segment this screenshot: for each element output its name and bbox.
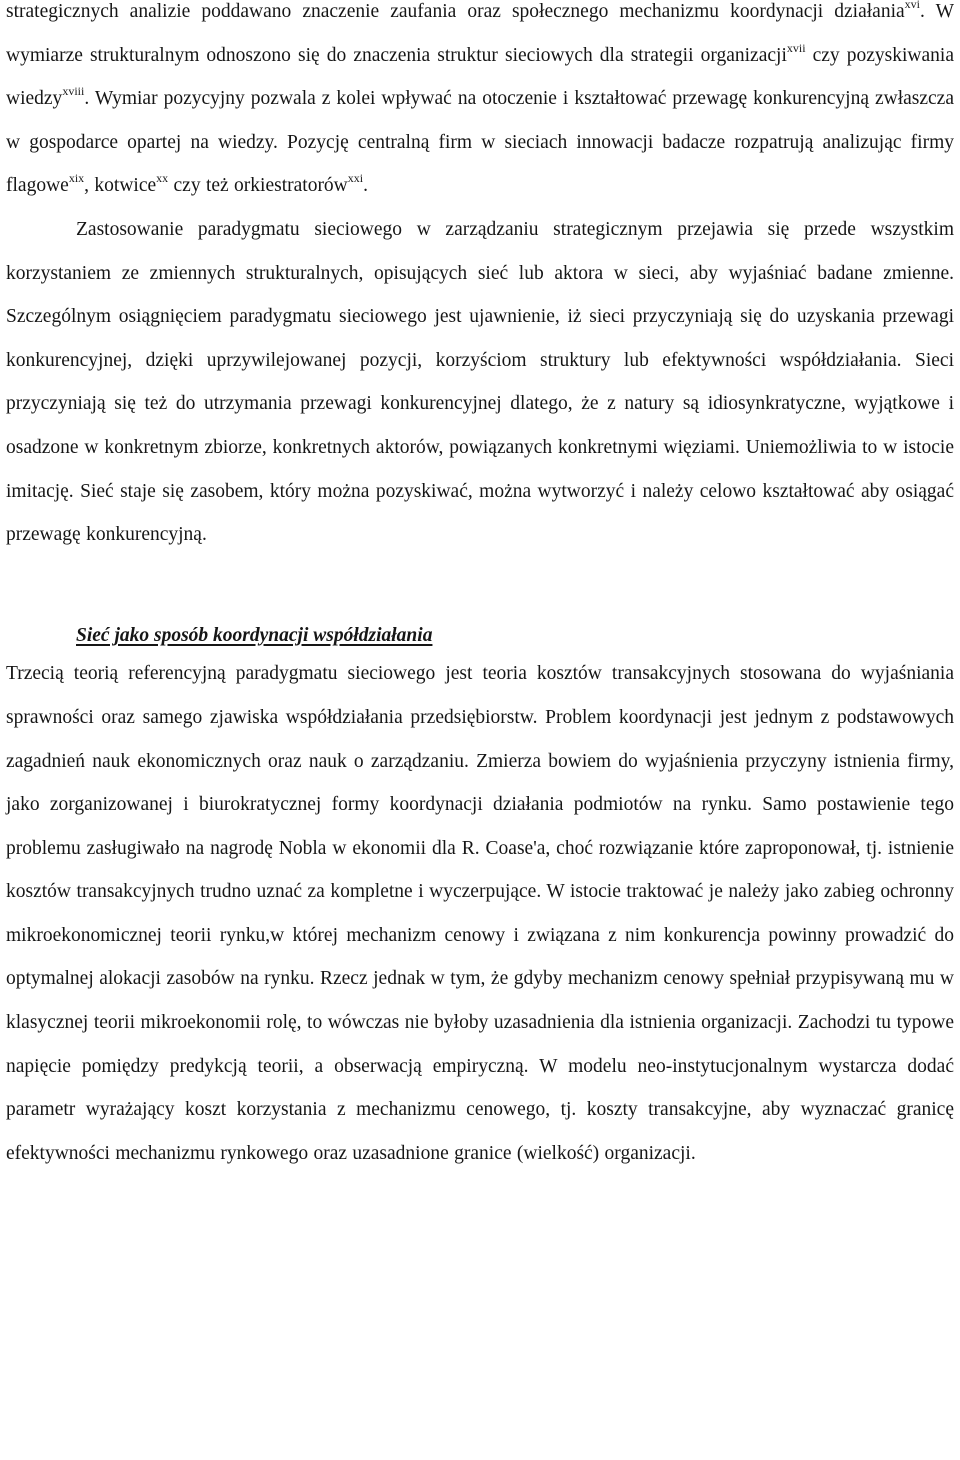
paragraph-network-paradigm: Zastosowanie paradygmatu sieciowego w zarządzaniu strategicznym przejawia się przede wszystkim korzystaniem ze zmiennych strukturalnych, opisujących sieć lub aktora w sieci, aby wyjaśniać badane zmienne. Szczególnym osiągnięciem paradygmatu sieciowego jest ujawnienie, iż sieci przyczyniają się do uzyskania przewagi konkurencyjnej, dzięki uprzywilejowanej pozycji, korzyściom struktury lub efektywności współdziałania. Sieci przyczyniają się też do utrzymania przewagi konkurencyjnej dlatego, że z natury są idiosynkratyczne, wyjątkowe i osadzone w konkretnym zbiorze, konkretnych aktorów, powiązanych konkretnymi więziami. Uniemożliwia to w istocie imitację. Sieć staje się zasobem, który można pozyskiwać, można wytworzyć i należy celowo kształtować aby osiągać przewagę konkurencyjną. xyxy=(6,218,954,546)
paragraph-text: czy też orkiestratorów xyxy=(168,175,348,197)
paragraph-text: . W wymiarze strukturalnym odnoszono się do znaczenia struktur sieciowych dla strategii organizacji xyxy=(6,1,954,66)
endnote-ref[interactable]: xxi xyxy=(347,171,364,186)
endnote-ref[interactable]: xvii xyxy=(786,40,806,55)
paragraph-text: , kotwice xyxy=(84,175,157,197)
paragraph-text: . xyxy=(363,175,368,197)
endnote-ref[interactable]: xviii xyxy=(62,84,85,99)
endnote-ref[interactable]: xix xyxy=(68,171,85,186)
endnote-ref[interactable]: xx xyxy=(156,171,169,186)
paragraph-transaction-costs: Trzecią teorią referencyjną paradygmatu sieciowego jest teoria kosztów transakcyjnych stosowana do wyjaśniania sprawności oraz samego zjawiska współdziałania przedsiębiorstw. Problem koordynacji jest jednym z podstawowych zagadnień nauk ekonomicznych oraz nauk o zarządzaniu. Zmierza bowiem do wyjaśnienia przyczyny istnienia firmy, jako zorganizowanej i biurokratycznej formy koordynacji działania podmiotów na rynku. Samo postawienie tego problemu zasługiwało na nagrodę Nobla w ekonomii dla R. Coase'a, choć rozwiązanie które zaproponował, tj. istnienie kosztów transakcyjnych trudno uznać za kompletne i wyczerpujące. W istocie traktować je należy jako zabieg ochronny mikroekonomicznej teorii rynku,w której mechanizm cenowy i związana z nim konkurencja powinny prowadzić do optymalnej alokacji zasobów na rynku. Rzecz jednak w tym, że gdyby mechanizm cenowy spełniał przypisywaną mu w klasycznej teorii mikroekonomii rolę, to wówczas nie byłoby uzasadnienia dla istnienia organizacji. Zachodzi tu typowe napięcie pomiędzy predykcją teorii, a obserwacją empiryczną. W modelu neo-instytucjonalnym wystarcza dodać parametr wyrażający koszt korzystania z mechanizmu cenowego, tj. koszty transakcyjne, aby wyznaczać granicę efektywności mechanizmu rynkowego oraz uzasadnione granice (wielkość) organizacji. xyxy=(6,663,954,1164)
paragraph-text: strategicznych analizie poddawano znaczenie zaufania oraz społecznego mechanizmu koordynacji działania xyxy=(6,1,905,22)
paragraph-strategic-analysis xyxy=(6,0,954,208)
paragraph-text: . Wymiar pozycyjny pozwala z kolei wpływać na otoczenie i kształtować przewagę konkurencyjną zwłaszcza w gospodarce opartej na wiedzy. Pozycję centralną firm w sieciach innowacji badacze rozpatrują analizując firmy flagowe xyxy=(6,88,954,197)
section-heading: Sieć jako sposób koordynacji współdziałania xyxy=(76,624,433,646)
endnote-ref[interactable]: xvi xyxy=(904,0,920,11)
paragraph-text: czy pozyskiwania wiedzy xyxy=(6,44,954,110)
